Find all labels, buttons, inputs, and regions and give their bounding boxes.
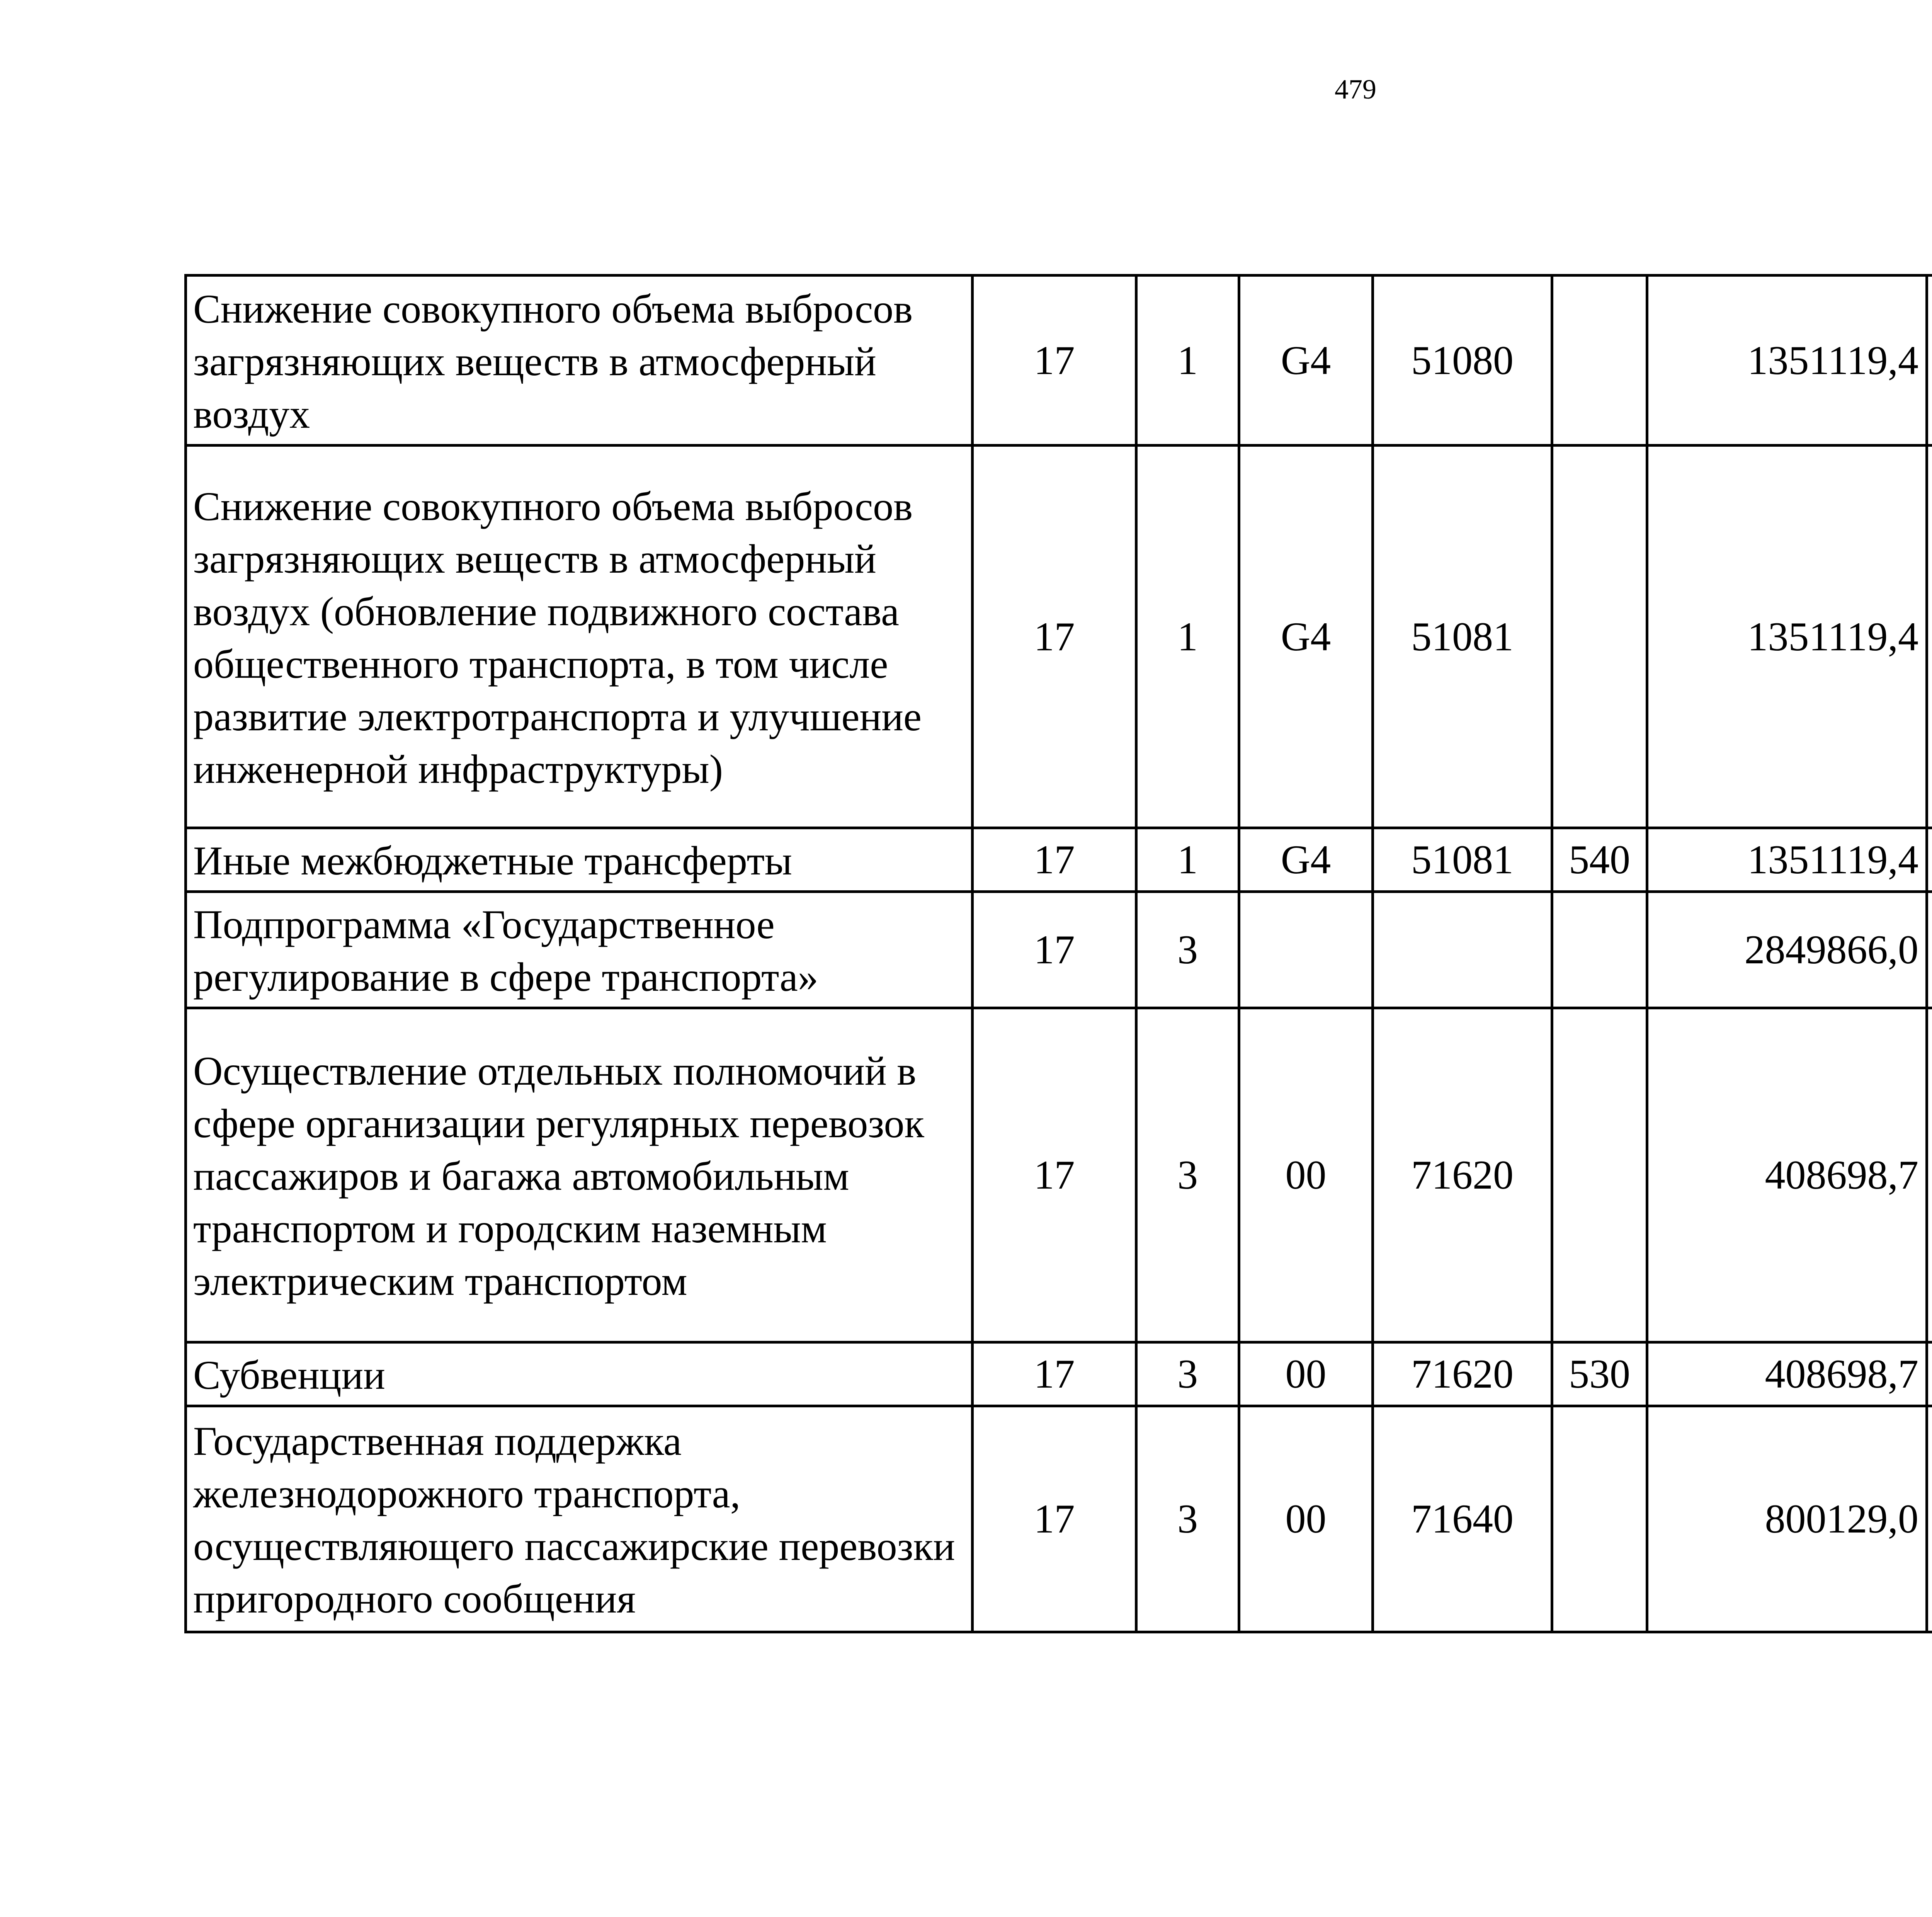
- chapter-code-cell: 17: [973, 1008, 1136, 1342]
- subchapter-code-cell: 3: [1136, 1406, 1239, 1632]
- row-name-cell: Субвенции: [186, 1342, 973, 1406]
- subchapter-code-cell: 1: [1136, 276, 1239, 446]
- amount-year1-cell: 1351119,4: [1647, 828, 1927, 892]
- expense-type-cell: [1552, 1406, 1647, 1632]
- chapter-code-cell: 17: [973, 828, 1136, 892]
- row-name-cell: Иные межбюджетные трансферты: [186, 828, 973, 892]
- subchapter-code-cell: 1: [1136, 828, 1239, 892]
- expense-type-cell: [1552, 892, 1647, 1008]
- amount-year2-cell: [1927, 1342, 1932, 1406]
- chapter-code-cell: 17: [973, 892, 1136, 1008]
- table-row: [186, 892, 1932, 1008]
- direction-code-cell: 51081: [1373, 828, 1552, 892]
- subchapter-code-cell: 1: [1136, 446, 1239, 828]
- program-code-cell: 00: [1239, 1008, 1373, 1342]
- amount-year2-cell: [1927, 1008, 1932, 1342]
- amount-year1-cell: 2849866,0: [1647, 892, 1927, 1008]
- row-name-cell: Снижение совокупного объема выбросов загрязняющих веществ в атмосферный воздух: [186, 276, 973, 446]
- row-name-cell: Государственная поддержка железнодорожного транспорта, осуществляющего пассажирские перевозки пригородного сообщения: [186, 1406, 973, 1632]
- program-code-cell: 00: [1239, 1406, 1373, 1632]
- expense-type-cell: [1552, 1008, 1647, 1342]
- direction-code-cell: 51080: [1373, 276, 1552, 446]
- amount-year1-cell: 1351119,4: [1647, 276, 1927, 446]
- amount-year2-cell: [1927, 276, 1932, 446]
- direction-code-cell: [1373, 892, 1552, 1008]
- expense-type-cell: [1552, 276, 1647, 446]
- expense-type-cell: 540: [1552, 828, 1647, 892]
- subchapter-code-cell: 3: [1136, 1342, 1239, 1406]
- amount-year2-cell: [1927, 892, 1932, 1008]
- direction-code-cell: 71640: [1373, 1406, 1552, 1632]
- row-name-cell: Осуществление отдельных полномочий в сфере организации регулярных перевозок пассажиров и багажа автомобильным транспортом и городским наземным электрическим транспортом: [186, 1008, 973, 1342]
- direction-code-cell: 51081: [1373, 446, 1552, 828]
- row-name-cell: Подпрограмма «Государственное регулирование в сфере транспорта»: [186, 892, 973, 1008]
- page-number: 479: [1335, 74, 1376, 105]
- row-name-cell: Снижение совокупного объема выбросов загрязняющих веществ в атмосферный воздух (обновление подвижного состава общественного транспорта, в том числе развитие электротранспорта и улучшение инженерной инфраструктуры): [186, 446, 973, 828]
- subchapter-code-cell: 3: [1136, 1008, 1239, 1342]
- expense-type-cell: [1552, 446, 1647, 828]
- program-code-cell: G4: [1239, 276, 1373, 446]
- table-row: [186, 1342, 1932, 1406]
- chapter-code-cell: 17: [973, 276, 1136, 446]
- table-row: [186, 1008, 1932, 1342]
- budget-table: [184, 274, 1932, 1633]
- chapter-code-cell: 17: [973, 446, 1136, 828]
- table-row: [186, 446, 1932, 828]
- program-code-cell: G4: [1239, 828, 1373, 892]
- amount-year1-cell: 408698,7: [1647, 1342, 1927, 1406]
- program-code-cell: 00: [1239, 1342, 1373, 1406]
- amount-year1-cell: 800129,0: [1647, 1406, 1927, 1632]
- table-row: [186, 1406, 1932, 1632]
- amount-year2-cell: [1927, 446, 1932, 828]
- table-row: [186, 828, 1932, 892]
- amount-year1-cell: 408698,7: [1647, 1008, 1927, 1342]
- program-code-cell: G4: [1239, 446, 1373, 828]
- chapter-code-cell: 17: [973, 1342, 1136, 1406]
- direction-code-cell: 71620: [1373, 1342, 1552, 1406]
- table-row: [186, 276, 1932, 446]
- subchapter-code-cell: 3: [1136, 892, 1239, 1008]
- program-code-cell: [1239, 892, 1373, 1008]
- expense-type-cell: 530: [1552, 1342, 1647, 1406]
- amount-year1-cell: 1351119,4: [1647, 446, 1927, 828]
- amount-year2-cell: [1927, 1406, 1932, 1632]
- amount-year2-cell: [1927, 828, 1932, 892]
- chapter-code-cell: 17: [973, 1406, 1136, 1632]
- direction-code-cell: 71620: [1373, 1008, 1552, 1342]
